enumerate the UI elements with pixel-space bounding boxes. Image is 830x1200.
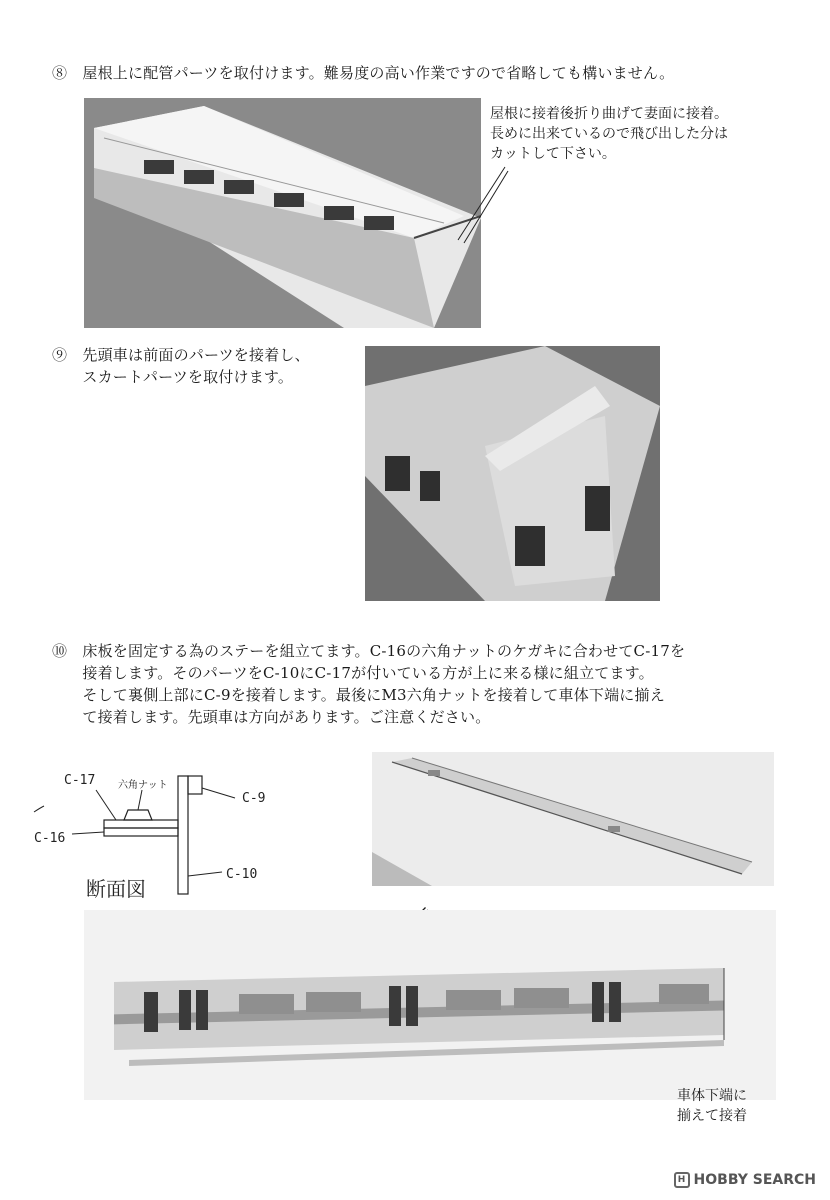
step10-text: ⑩ 床板を固定する為のステーを組立てます。C-16の六角ナットのケガキに合わせてC-17を 接着します。そのパーツをC-10にC-17が付いている方が上に来る様に組立てます。 そして裏側上部にC-9を接着します。最後にM3六角ナットを接着して車体下端に揃え て接着します。先頭車は方向があります。ご注意ください。 [52, 642, 686, 726]
label-hex-nut: 六角ナット [118, 780, 168, 791]
step8-pointer [450, 165, 510, 245]
diagram-title: 断面図 [86, 877, 146, 901]
step8-photo [84, 98, 481, 328]
label-c16: C-16 [34, 831, 66, 846]
bottom-note: 車体下端に 揃えて接着 [677, 1088, 747, 1124]
car-body-side-image [84, 910, 776, 1100]
label-c9: C-9 [242, 791, 266, 806]
step8-note: 屋根に接着後折り曲げて妻面に接着。 長めに出来ているので飛び出した分は カットして下さい。 [490, 106, 728, 162]
watermark-brand: HOBBY SEARCH [693, 1172, 816, 1188]
step9-photo [365, 346, 660, 601]
step8-text: ⑧ 屋根上に配管パーツを取付けます。難易度の高い作業ですので省略しても構いません。 [52, 64, 675, 82]
label-c10: C-10 [226, 867, 258, 882]
stay-photo [372, 752, 774, 886]
cross-section-diagram [30, 768, 320, 908]
hobby-search-logo-icon: H [674, 1172, 690, 1188]
watermark [674, 1172, 816, 1188]
car-body-photo [84, 910, 776, 1100]
roof-car-body-image [84, 98, 481, 328]
step9-text: ⑨ 先頭車は前面のパーツを接着し、 スカートパーツを取付けます。 [52, 346, 310, 386]
lead-car-front-image [365, 346, 660, 601]
stay-part-image [372, 752, 774, 886]
label-c17: C-17 [64, 773, 96, 788]
